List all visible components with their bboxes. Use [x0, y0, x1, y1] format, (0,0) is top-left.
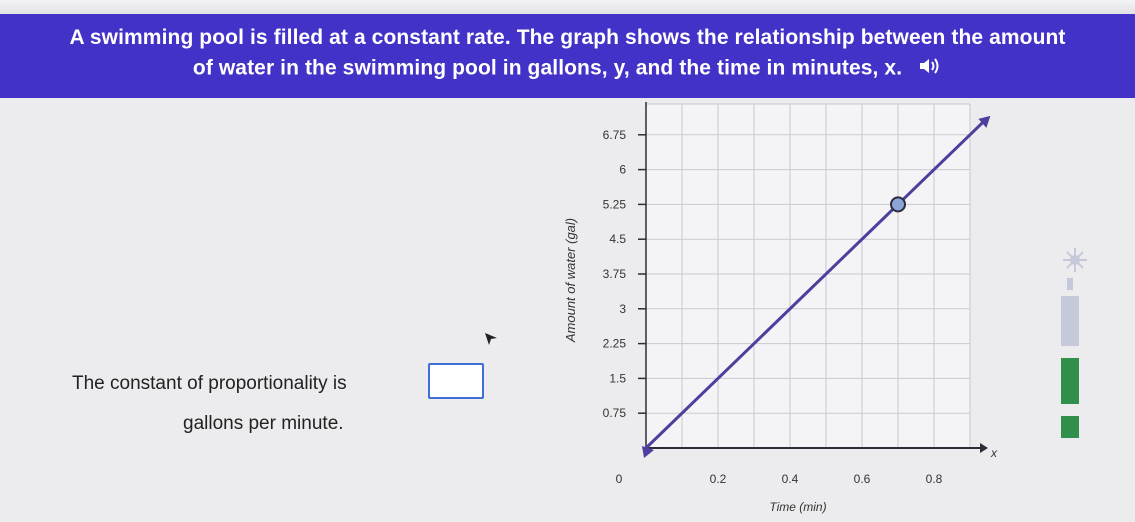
- x-tick-label: 0.4: [781, 472, 799, 486]
- y-tick-label: 4.5: [609, 232, 626, 247]
- question-line-2: [0, 56, 1135, 82]
- y-axis-label: Amount of water (gal): [563, 217, 578, 343]
- tool-bar-1[interactable]: [1067, 278, 1073, 290]
- y-tick-label: 6: [619, 162, 626, 177]
- y-tick-label: 0.75: [602, 406, 626, 421]
- y-tick-label: 2.25: [602, 336, 626, 351]
- x-tick-label: 0.2: [709, 472, 727, 486]
- answer-input[interactable]: [428, 363, 484, 399]
- sparkle-icon[interactable]: [1063, 248, 1087, 272]
- side-toolbar: [1042, 246, 1102, 451]
- tool-bar-2[interactable]: [1061, 296, 1079, 346]
- answer-prompt-text: The constant of proportionality is: [72, 373, 347, 394]
- x-axis-arrow: [980, 443, 988, 453]
- graph: [0, 98, 1135, 522]
- plot-area: [646, 104, 970, 448]
- grid: [646, 104, 970, 448]
- x-tick-label: 0.6: [853, 472, 871, 486]
- y-tick-label: 3.75: [602, 267, 626, 281]
- origin-label: 0: [615, 472, 623, 486]
- x-tick-label: 0.8: [925, 472, 943, 486]
- data-point: [891, 197, 905, 211]
- answer-unit-text: gallons per minute.: [183, 413, 344, 434]
- x-axis-label: Time (min): [769, 500, 827, 514]
- tool-bar-4[interactable]: [1061, 416, 1079, 438]
- y-tick-label: 1.5: [609, 371, 626, 386]
- question-header: [0, 14, 1135, 98]
- content-area: [0, 98, 1135, 522]
- mouse-cursor-icon: [484, 332, 498, 351]
- question-line-2-text: of water in the swimming pool in gallons, y, and the time in minutes, x.: [192, 56, 903, 80]
- y-tick-label: 6.75: [602, 127, 626, 142]
- speaker-icon[interactable]: [918, 56, 942, 82]
- x-axis-symbol: x: [991, 446, 997, 460]
- y-tick-label: 3: [619, 301, 626, 316]
- question-line-1: A swimming pool is filled at a constant rate. The graph shows the relationship between the amount: [69, 26, 1066, 49]
- tool-bar-3[interactable]: [1061, 358, 1079, 404]
- y-tick-label: 5.25: [602, 197, 626, 212]
